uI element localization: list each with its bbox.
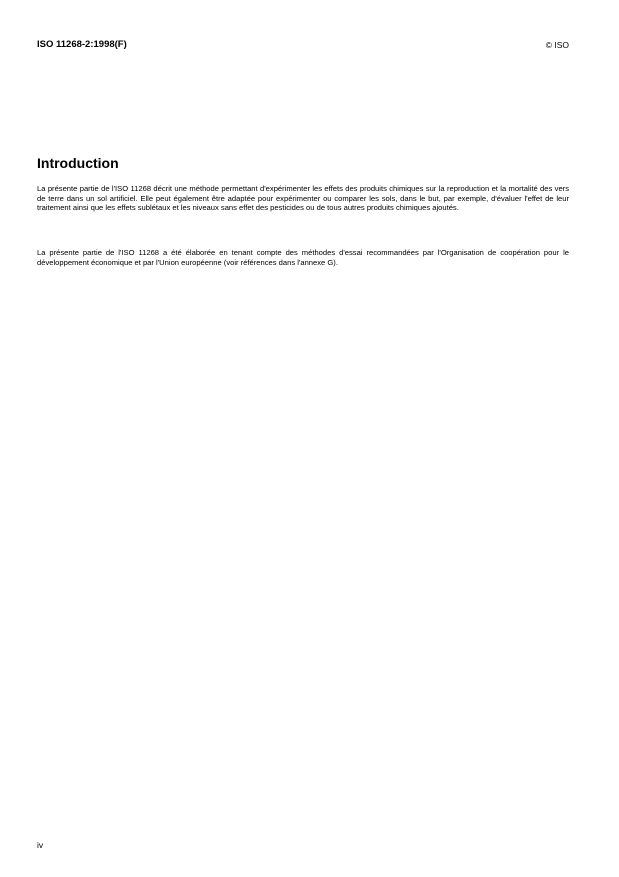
copyright-notice: © ISO	[545, 40, 569, 50]
paragraph-scope: La présente partie de l'ISO 11268 décrit une méthode permettant d'expérimenter les effets des produits chimiques sur la reproduction et la mortalité des vers de terre dans un sol artificiel. Elle peut également être adaptée pour expérimenter ou comparer les sols, dans le but, par exemple, d'évaluer l'effet de leur traitement ainsi que les effets sublétaux et les niveaux sans effet des pesticides ou de tous autres produits chimiques ajoutés.	[37, 184, 569, 213]
page-number: iv	[37, 840, 44, 850]
section-heading: Introduction	[37, 155, 119, 171]
document-id: ISO 11268-2:1998(F)	[37, 39, 127, 50]
paragraph-references: La présente partie de l'ISO 11268 a été élaborée en tenant compte des méthodes d'essai recommandées par l'Organisation de coopération pour le développement économique et par l'Union européenne (voir références dans l'annexe G).	[37, 248, 569, 267]
